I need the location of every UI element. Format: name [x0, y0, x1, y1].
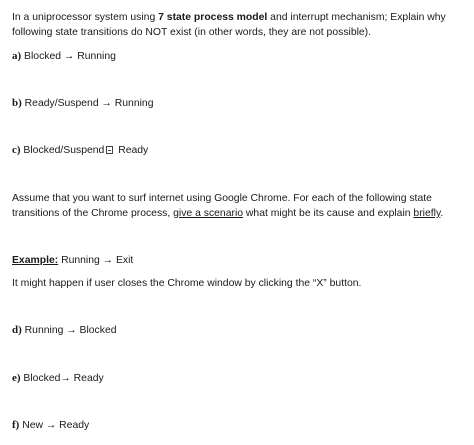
question-text: Running → Blocked	[21, 325, 117, 336]
question-text: Blocked/Suspend	[20, 145, 105, 156]
intro-line-2: following state transitions do NOT exist (in other words, they are not possible).	[12, 27, 372, 38]
question-f	[12, 419, 89, 432]
question-text: Ready	[115, 145, 149, 156]
example-line	[12, 254, 133, 267]
example-text: Running → Exit	[58, 255, 134, 266]
intro-bold-text: 7 state process model	[158, 12, 268, 23]
question-a	[12, 50, 116, 63]
question-label: c)	[12, 144, 21, 156]
question-text: Blocked → Running	[21, 51, 116, 62]
scenario-underlined-text: give a scenario	[173, 208, 244, 219]
scenario-line-2	[12, 207, 443, 220]
example-label: Example:	[12, 255, 59, 266]
intro-line-1	[12, 11, 446, 24]
intro-text: In a uniprocessor system using	[12, 12, 159, 23]
example-answer: It might happen if user closes the Chrome window by clicking the “X” button.	[12, 278, 362, 289]
question-label: d)	[12, 324, 22, 336]
scenario-underlined-text: briefly	[413, 208, 441, 219]
intro-text: and interrupt mechanism; Explain why	[267, 12, 446, 23]
missing-glyph-box-icon	[106, 146, 113, 154]
question-d	[12, 324, 117, 337]
scenario-text: .	[440, 208, 444, 219]
question-label: b)	[12, 97, 22, 109]
question-label: e)	[12, 372, 21, 384]
question-c	[12, 144, 148, 157]
scenario-text: what might be its cause and explain	[243, 208, 414, 219]
question-text: New → Ready	[19, 420, 90, 431]
question-text: Blocked→ Ready	[20, 373, 104, 384]
scenario-line-1: Assume that you want to surf internet using Google Chrome. For each of the following state	[12, 193, 432, 204]
scenario-text: transitions of the Chrome process,	[12, 208, 174, 219]
question-label: a)	[12, 50, 22, 62]
question-text: Ready/Suspend → Running	[21, 98, 154, 109]
question-label: f)	[12, 419, 20, 431]
question-e	[12, 372, 104, 385]
question-b	[12, 97, 153, 110]
